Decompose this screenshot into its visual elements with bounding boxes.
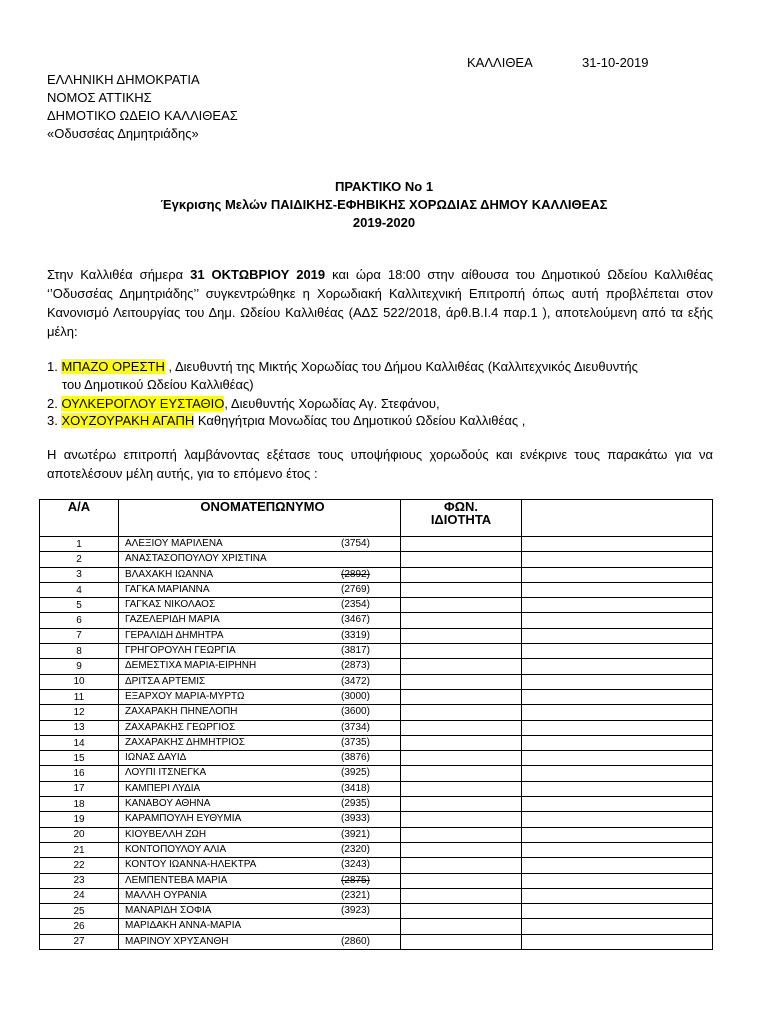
row-empty-cell	[522, 934, 713, 949]
row-phonetic-cell	[401, 674, 522, 689]
row-phonetic-cell	[401, 766, 522, 781]
member-code: (3925)	[341, 767, 370, 779]
row-name-cell	[119, 659, 401, 674]
member-code: (3000)	[341, 690, 370, 702]
row-number: 4	[40, 582, 119, 597]
row-phonetic-cell	[401, 644, 522, 659]
member-fullname: ΜΑΡΙΔΑΚΗ ΑΝΝΑ-ΜΑΡΙΑ	[125, 920, 242, 932]
header-republic: ΕΛΛΗΝΙΚΗ ΔΗΜΟΚΡΑΤΙΑ	[47, 72, 200, 87]
row-name-cell	[119, 567, 401, 582]
row-phonetic-cell	[401, 705, 522, 720]
member-fullname: ΓΑΓΚΑ ΜΑΡΙΑΝΝΑ	[125, 583, 210, 595]
row-empty-cell	[522, 858, 713, 873]
row-name-cell	[119, 842, 401, 857]
document-date: 31-10-2019	[582, 55, 649, 70]
table-row	[40, 689, 713, 704]
member-code: (3467)	[341, 614, 370, 626]
row-phonetic-cell	[401, 751, 522, 766]
row-name-cell	[119, 705, 401, 720]
table-row	[40, 797, 713, 812]
member-code: (3734)	[341, 721, 370, 733]
member-code: (3923)	[341, 905, 370, 917]
row-name-cell	[119, 735, 401, 750]
table-row	[40, 537, 713, 552]
row-phonetic-cell	[401, 781, 522, 796]
member-fullname: ΛΟΥΠΙ ΙΤΣΝΕΓΚΑ	[125, 767, 207, 779]
intro-part1: Στην Καλλιθέα σήμερα	[47, 267, 191, 282]
member-name: ΧΟΥΖΟΥΡΑΚΗ ΑΓΑΠΗ	[61, 413, 195, 428]
row-phonetic-cell	[401, 812, 522, 827]
row-name-cell	[119, 797, 401, 812]
row-empty-cell	[522, 720, 713, 735]
table-row	[40, 674, 713, 689]
header-conservatory: ΔΗΜΟΤΙΚΟ ΩΔΕΙΟ ΚΑΛΛΙΘΕΑΣ	[47, 108, 238, 123]
table-row	[40, 720, 713, 735]
table-row	[40, 919, 713, 934]
row-phonetic-cell	[401, 598, 522, 613]
row-number: 23	[40, 873, 119, 888]
table-row	[40, 812, 713, 827]
row-name-cell	[119, 582, 401, 597]
row-number: 17	[40, 781, 119, 796]
row-number: 16	[40, 766, 119, 781]
row-empty-cell	[522, 888, 713, 903]
row-number: 12	[40, 705, 119, 720]
row-name-cell	[119, 644, 401, 659]
row-phonetic-cell	[401, 797, 522, 812]
row-empty-cell	[522, 873, 713, 888]
row-name-cell	[119, 919, 401, 934]
header-conservatory-name: «Οδυσσέας Δημητριάδης»	[47, 126, 199, 141]
row-number: 19	[40, 812, 119, 827]
member-fullname: ΔΡΙΤΣΑ ΑΡΤΕΜΙΣ	[125, 675, 206, 687]
table-row	[40, 888, 713, 903]
member-code: (3921)	[341, 828, 370, 840]
member-fullname: ΑΛΕΞΙΟΥ ΜΑΡΙΛΕΝΑ	[125, 538, 223, 549]
member-code: (2321)	[341, 889, 370, 901]
row-name-cell	[119, 888, 401, 903]
table-row	[40, 613, 713, 628]
member-fullname: ΒΛΑΧΑΚΗ ΙΩΑΝΝΑ	[125, 568, 214, 580]
table-row	[40, 781, 713, 796]
row-phonetic-cell	[401, 934, 522, 949]
row-empty-cell	[522, 797, 713, 812]
member-code: (2873)	[341, 660, 370, 672]
row-phonetic-cell	[401, 552, 522, 567]
row-name-cell	[119, 934, 401, 949]
row-empty-cell	[522, 598, 713, 613]
member-fullname: ΓΕΡΑΛΙΔΗ ΔΗΜΗΤΡΑ	[125, 629, 224, 641]
row-empty-cell	[522, 919, 713, 934]
committee-member-1-role-cont: του Δημοτικού Ωδείου Καλλιθέας)	[62, 377, 254, 392]
table-row	[40, 552, 713, 567]
member-code: (2892)	[341, 568, 370, 580]
row-name-cell	[119, 537, 401, 552]
row-empty-cell	[522, 674, 713, 689]
table-row	[40, 766, 713, 781]
intro-paragraph	[47, 265, 713, 341]
member-code: (2769)	[341, 583, 370, 595]
row-name-cell	[119, 598, 401, 613]
member-fullname: ΜΑΡΙΝΟΥ ΧΡΥΣΑΝΘΗ	[125, 935, 229, 947]
row-empty-cell	[522, 628, 713, 643]
row-empty-cell	[522, 659, 713, 674]
member-code: (3933)	[341, 813, 370, 825]
row-number: 3	[40, 567, 119, 582]
table-row	[40, 628, 713, 643]
header-prefecture: ΝΟΜΟΣ ΑΤΤΙΚΗΣ	[47, 90, 152, 105]
member-fullname: ΜΑΛΛΗ ΟΥΡΑΝΙΑ	[125, 889, 207, 901]
row-name-cell	[119, 613, 401, 628]
header-phon-line1: ΦΩΝ.	[443, 499, 479, 514]
row-phonetic-cell	[401, 827, 522, 842]
row-empty-cell	[522, 644, 713, 659]
member-number: 2.	[47, 396, 58, 411]
row-empty-cell	[522, 827, 713, 842]
place-label: ΚΑΛΛΙΘΕΑ	[467, 55, 533, 70]
row-phonetic-cell	[401, 582, 522, 597]
table-row	[40, 873, 713, 888]
table-row	[40, 659, 713, 674]
member-fullname: ΚΟΝΤΟΠΟΥΛΟΥ ΑΛΙΑ	[125, 843, 227, 855]
row-number: 11	[40, 689, 119, 704]
intro-date: 31 ΟΚΤΩΒΡΙΟΥ 2019	[190, 267, 326, 282]
row-number: 8	[40, 644, 119, 659]
row-phonetic-cell	[401, 689, 522, 704]
member-fullname: ΕΞΑΡΧΟΥ ΜΑΡΙΑ-ΜΥΡΤΩ	[125, 690, 245, 702]
row-number: 9	[40, 659, 119, 674]
row-empty-cell	[522, 537, 713, 552]
member-role: Καθηγήτρια Μονωδίας του Δημοτικού Ωδείου Καλλιθέας ,	[194, 413, 526, 428]
table-row	[40, 582, 713, 597]
row-name-cell	[119, 827, 401, 842]
row-empty-cell	[522, 705, 713, 720]
row-number: 1	[40, 537, 119, 552]
member-code: (2320)	[341, 843, 370, 855]
member-code: (2860)	[341, 935, 370, 947]
member-code: (3735)	[341, 736, 370, 748]
row-empty-cell	[522, 582, 713, 597]
member-number: 1.	[47, 359, 58, 374]
table-row	[40, 827, 713, 842]
table-body	[40, 537, 713, 950]
row-empty-cell	[522, 812, 713, 827]
row-name-cell	[119, 674, 401, 689]
row-number: 2	[40, 552, 119, 567]
table-row	[40, 858, 713, 873]
row-phonetic-cell	[401, 888, 522, 903]
approval-paragraph: Η ανωτέρω επιτροπή λαμβάνοντας εξέτασε τους υποψήφιους χορωδούς και ενέκρινε τους παρακάτω για να αποτελέσουν μέλη αυτής, για το επόμενο έτος :	[47, 447, 713, 481]
row-number: 24	[40, 888, 119, 903]
header-phon-line2: ΙΔΙΟΤΗΤΑ	[430, 512, 492, 527]
row-phonetic-cell	[401, 720, 522, 735]
member-fullname: ΓΑΓΚΑΣ ΝΙΚΟΛΑΟΣ	[125, 599, 216, 611]
header-empty	[522, 500, 713, 537]
member-number: 3.	[47, 413, 58, 428]
table-row	[40, 705, 713, 720]
member-fullname: ΖΑΧΑΡΑΚΗ ΠΗΝΕΛΟΠΗ	[125, 706, 238, 718]
row-phonetic-cell	[401, 659, 522, 674]
row-empty-cell	[522, 781, 713, 796]
row-phonetic-cell	[401, 904, 522, 919]
row-empty-cell	[522, 751, 713, 766]
member-code: (2354)	[341, 599, 370, 611]
row-empty-cell	[522, 567, 713, 582]
header-name: ΟΝΟΜΑΤΕΠΩΝΥΜΟ	[119, 500, 401, 537]
table-header-row	[40, 500, 713, 537]
row-name-cell	[119, 720, 401, 735]
row-name-cell	[119, 766, 401, 781]
member-role: , Διευθυντή της Μικτής Χορωδίας του Δήμου Καλλιθέας (Καλλιτεχνικός Διευθυντής	[164, 359, 638, 374]
table-row	[40, 735, 713, 750]
committee-member-3	[47, 411, 525, 430]
member-code: (3418)	[341, 782, 370, 794]
row-empty-cell	[522, 766, 713, 781]
table-row	[40, 567, 713, 582]
member-code: (3600)	[341, 706, 370, 718]
row-phonetic-cell	[401, 919, 522, 934]
row-name-cell	[119, 904, 401, 919]
row-name-cell	[119, 628, 401, 643]
row-phonetic-cell	[401, 873, 522, 888]
member-code: (2875)	[341, 874, 370, 886]
member-fullname: ΓΡΗΓΟΡΟΥΛΗ ΓΕΩΡΓΙΑ	[125, 645, 236, 657]
row-number: 25	[40, 904, 119, 919]
row-number: 14	[40, 735, 119, 750]
row-number: 6	[40, 613, 119, 628]
member-fullname: ΚΟΝΤΟΥ ΙΩΑΝΝΑ-ΗΛΕΚΤΡΑ	[125, 859, 257, 871]
row-number: 27	[40, 934, 119, 949]
table-row	[40, 644, 713, 659]
header-aa: Α/Α	[40, 500, 119, 537]
doc-year: 2019-2020	[352, 215, 416, 230]
row-phonetic-cell	[401, 613, 522, 628]
row-number: 18	[40, 797, 119, 812]
row-number: 10	[40, 674, 119, 689]
row-number: 13	[40, 720, 119, 735]
table-row	[40, 598, 713, 613]
row-phonetic-cell	[401, 537, 522, 552]
doc-subtitle: Έγκρισης Μελών ΠΑΙΔΙΚΗΣ-ΕΦΗΒΙΚΗΣ ΧΟΡΩΔΙΑΣ ΔΗΜΟΥ ΚΑΛΛΙΘΕΑΣ	[160, 197, 608, 212]
header-phonetic	[401, 500, 522, 537]
row-name-cell	[119, 552, 401, 567]
table-row	[40, 751, 713, 766]
row-number: 21	[40, 842, 119, 857]
row-number: 26	[40, 919, 119, 934]
member-code: (3754)	[341, 538, 370, 549]
committee-member-1	[47, 357, 638, 376]
member-fullname: ΚΑΜΠΕΡΙ ΛΥΔΙΑ	[125, 782, 201, 794]
member-code: (3243)	[341, 859, 370, 871]
row-empty-cell	[522, 552, 713, 567]
row-empty-cell	[522, 904, 713, 919]
member-role: , Διευθυντής Χορωδίας Αγ. Στεφάνου,	[224, 396, 440, 411]
member-code: (3319)	[341, 629, 370, 641]
row-number: 5	[40, 598, 119, 613]
row-name-cell	[119, 781, 401, 796]
member-code: (2935)	[341, 798, 370, 810]
member-fullname: ΚΙΟΥΒΕΛΛΗ ΖΩΗ	[125, 828, 207, 840]
row-name-cell	[119, 751, 401, 766]
row-empty-cell	[522, 735, 713, 750]
table-row	[40, 842, 713, 857]
row-phonetic-cell	[401, 735, 522, 750]
row-phonetic-cell	[401, 842, 522, 857]
member-fullname: ΓΑΖΕΛΕΡΙΔΗ ΜΑΡΙΑ	[125, 614, 220, 626]
row-number: 15	[40, 751, 119, 766]
row-name-cell	[119, 873, 401, 888]
member-code: (3817)	[341, 645, 370, 657]
row-name-cell	[119, 812, 401, 827]
member-code: (3876)	[341, 752, 370, 764]
member-name: ΟΥΛΚΕΡΟΓΛΟΥ ΕΥΣΤΑΘΙΟ	[61, 396, 225, 411]
member-code: (3472)	[341, 675, 370, 687]
table-row	[40, 934, 713, 949]
member-fullname: ΖΑΧΑΡΑΚΗΣ ΓΕΩΡΓΙΟΣ	[125, 721, 236, 733]
member-fullname: ΙΩΝΑΣ ΔΑΥΙΔ	[125, 752, 187, 764]
row-name-cell	[119, 858, 401, 873]
row-name-cell	[119, 689, 401, 704]
member-fullname: ΖΑΧΑΡΑΚΗΣ ΔΗΜΗΤΡΙΟΣ	[125, 736, 245, 748]
member-fullname: ΔΕΜΕΣΤΙΧΑ ΜΑΡΙΑ-ΕΙΡΗΝΗ	[125, 660, 257, 672]
doc-title: ΠΡΑΚΤΙΚΟ Νο 1	[334, 179, 434, 194]
row-phonetic-cell	[401, 567, 522, 582]
member-fullname: ΛΕΜΠΕΝΤΕΒΑ ΜΑΡΙΑ	[125, 874, 228, 886]
member-fullname: ΚΑΡΑΜΠΟΥΛΗ ΕΥΘΥΜΙΑ	[125, 813, 242, 825]
row-number: 22	[40, 858, 119, 873]
row-number: 7	[40, 628, 119, 643]
row-phonetic-cell	[401, 628, 522, 643]
member-fullname: ΑΝΑΣΤΑΣΟΠΟΥΛΟΥ ΧΡΙΣΤΙΝΑ	[125, 553, 267, 565]
member-fullname: ΚΑΝΑΒΟΥ ΑΘΗΝΑ	[125, 798, 211, 810]
row-number: 20	[40, 827, 119, 842]
members-table	[39, 499, 713, 950]
member-fullname: ΜΑΝΑΡΙΔΗ ΣΟΦΙΑ	[125, 905, 212, 917]
row-empty-cell	[522, 689, 713, 704]
intro-part2: και ώρα 18:00 στην αίθουσα του Δημοτικού Ωδείου Καλλιθέας ‘’Οδυσσέας Δημητριάδης’’ συγκεντρώθηκε η Χορωδιακή Καλλιτεχνική Επιτροπή όπως αυτή προβλέπεται στον Κανονισμό Λειτουργίας του Δημ. Ωδείου Καλλιθέας (ΑΔΣ 522/2018, άρθ.Β.Ι.4 παρ.1 ), αποτελούμενη από τα εξής μέλη:	[47, 267, 714, 339]
row-phonetic-cell	[401, 858, 522, 873]
row-empty-cell	[522, 613, 713, 628]
row-empty-cell	[522, 842, 713, 857]
table-row	[40, 904, 713, 919]
member-name: ΜΠΑΖΟ ΟΡΕΣΤΗ	[61, 359, 165, 374]
